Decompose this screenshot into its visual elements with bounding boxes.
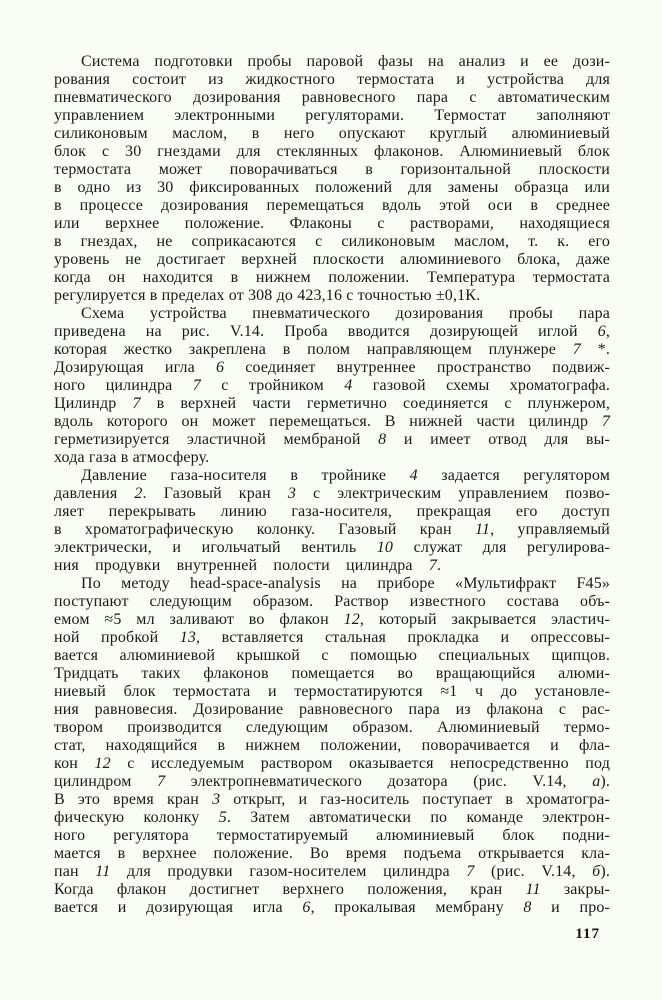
text-line: вается и дозирующая игла 6, прокалывая мембрану 8 и про- [54, 899, 610, 916]
paragraph [54, 467, 610, 575]
figure-reference: 8 [378, 431, 387, 448]
paragraph [54, 575, 610, 917]
text-line: ния продувки внутренней полости цилиндра 7. [54, 557, 442, 574]
text-line: Тридцать таких флаконов помещается во вращающийся алюми- [54, 665, 610, 682]
figure-reference: 7 [157, 773, 166, 790]
text-line: давления 2. Газовый кран 3 с электрическим управлением позво- [54, 485, 610, 502]
figure-reference: 11 [95, 863, 111, 880]
text-line: которая жестко закреплена в полом направляющем плунжере 7 *. [54, 341, 611, 358]
text-line: Система подготовки пробы паровой фазы на анализ и ее дози- [81, 53, 610, 70]
page-number: 117 [575, 926, 600, 942]
text-line: мается в верхнее положение. Во время подъема открывается кла- [54, 845, 610, 862]
figure-reference: 6 [302, 899, 311, 916]
text-line: Цилиндр 7 в верхней части герметично соединяется с плунжером, [54, 395, 610, 412]
text-line: поступают следующим образом. Раствор известного состава объ- [54, 593, 610, 610]
figure-reference: 4 [409, 467, 418, 484]
text-line: вдоль которого он может перемещаться. В нижней части цилиндр 7 [54, 413, 610, 430]
text-line: термостата может поворачиваться в горизонтальной плоскости [54, 161, 610, 178]
text-line: ляет перекрывать линию газа-носителя, прекращая его доступ [54, 503, 610, 520]
text-line: Когда флакон достигнет верхнего положения, кран 11 закры- [54, 881, 610, 898]
figure-reference: 10 [376, 539, 394, 556]
text-line: стат, находящийся в нижнем положении, поворачивается и фла- [54, 737, 610, 754]
figure-reference: 7 [132, 395, 141, 412]
paragraph [54, 53, 610, 305]
text-line: пан 11 для продувки газом-носителем цилиндра 7 (рис. V.14, б). [54, 863, 611, 880]
figure-reference: б [592, 863, 601, 880]
figure-reference: 7 [466, 863, 475, 880]
figure-reference: 11 [525, 881, 541, 898]
text-line: Давление газа-носителя в тройнике 4 задается регулятором [81, 467, 610, 484]
figure-reference: 4 [344, 377, 353, 394]
figure-reference: 12 [343, 611, 360, 628]
figure-reference: 6 [597, 323, 606, 340]
text-line: в одно из 30 фиксированных положений для замены образца или [54, 179, 610, 196]
text-line: пневматического дозирования равновесного пара с автоматическим [54, 89, 610, 106]
figure-reference: 13 [179, 629, 197, 646]
figure-reference: 7 [428, 557, 437, 574]
figure-reference: 7 [601, 413, 610, 430]
text-line: Схема устройства пневматического дозирования пробы пара [81, 305, 610, 322]
figure-reference: а [592, 773, 601, 790]
text-line: фическую колонку 5. Затем автоматически по команде электрон- [54, 809, 610, 826]
text-line: в процессе дозирования перемещаться вдоль этой оси в среднее [54, 197, 610, 214]
paragraph [54, 305, 610, 467]
figure-reference: 12 [94, 755, 111, 772]
text-line: ного цилиндра 7 с тройником 4 газовой схемы хроматографа. [54, 377, 610, 394]
text-line: По методу head-space-analysis на приборе «Мультифракт F45» [81, 575, 610, 592]
text-line: твором производится следующим образом. Алюминиевый термо- [54, 719, 610, 736]
text-line: герметизируется эластичной мембраной 8 и имеет отвод для вы- [54, 431, 610, 448]
text-line: ного регулятора термостатируемый алюминиевый блок подни- [54, 827, 610, 844]
text-line: уровень не достигает верхней плоскости алюминиевого блока, даже [54, 251, 610, 268]
text-line: в хроматографическую колонку. Газовый кран 11, управляемый [54, 521, 610, 538]
text-line: В это время кран 3 открыт, и газ-носитель поступает в хроматогра- [54, 791, 610, 808]
figure-reference: 8 [523, 899, 532, 916]
figure-reference: 5 [218, 809, 227, 826]
text-line: Дозирующая игла 6 соединяет внутреннее пространство подвиж- [54, 359, 610, 376]
text-line: цилиндром 7 электропневматического дозатора (рис. V.14, а). [54, 773, 611, 790]
text-line: хода газа в атмосферу. [54, 449, 210, 466]
text-line: регулируется в пределах от 308 до 423,16 с точностью ±0,1К. [54, 287, 481, 304]
figure-reference: 3 [212, 791, 221, 808]
text-line: емом ≈5 мл заливают во флакон 12, который закрывается эластич- [54, 611, 611, 628]
figure-reference: 2 [134, 485, 143, 502]
figure-reference: 6 [215, 359, 225, 376]
figure-reference: 7 [192, 377, 201, 394]
figure-reference: 7 [572, 341, 581, 358]
text-line: приведена на рис. V.14. Проба вводится дозирующей иглой 6, [54, 323, 610, 340]
figure-reference: 11 [474, 521, 491, 538]
text-line: в гнездах, не соприкасаются с силиконовым маслом, т. к. его [54, 233, 610, 250]
text-line: ниевый блок термостата и термостатируются ≈1 ч до установле- [54, 683, 610, 700]
text-line: силиконовым маслом, в него опускают круглый алюминиевый [54, 125, 610, 142]
text-line: блок с 30 гнездами для стеклянных флаконов. Алюминиевый блок [54, 143, 610, 160]
text-line: ния равновесия. Дозирование равновесного пара из флакона с рас- [54, 701, 610, 718]
text-line: ной пробкой 13, вставляется стальная прокладка и опрессовы- [54, 629, 611, 646]
text-line: рования состоит из жидкостного термостата и устройства для [54, 71, 610, 88]
text-line: управлением электронными регуляторами. Термостат заполняют [54, 107, 610, 124]
text-line: когда он находится в нижнем положении. Температура термостата [54, 269, 610, 286]
text-line: вается алюминиевой крышкой с помощью специальных щипцов. [54, 647, 610, 664]
text-line: электрически, и игольчатый вентиль 10 служат для регулирова- [54, 539, 610, 556]
text-line: кон 12 с исследуемым раствором оказывается непосредственно под [54, 755, 610, 772]
figure-reference: 3 [287, 485, 297, 502]
body-text [54, 53, 610, 917]
text-line: или верхнее положение. Флаконы с растворами, находящиеся [54, 215, 610, 232]
